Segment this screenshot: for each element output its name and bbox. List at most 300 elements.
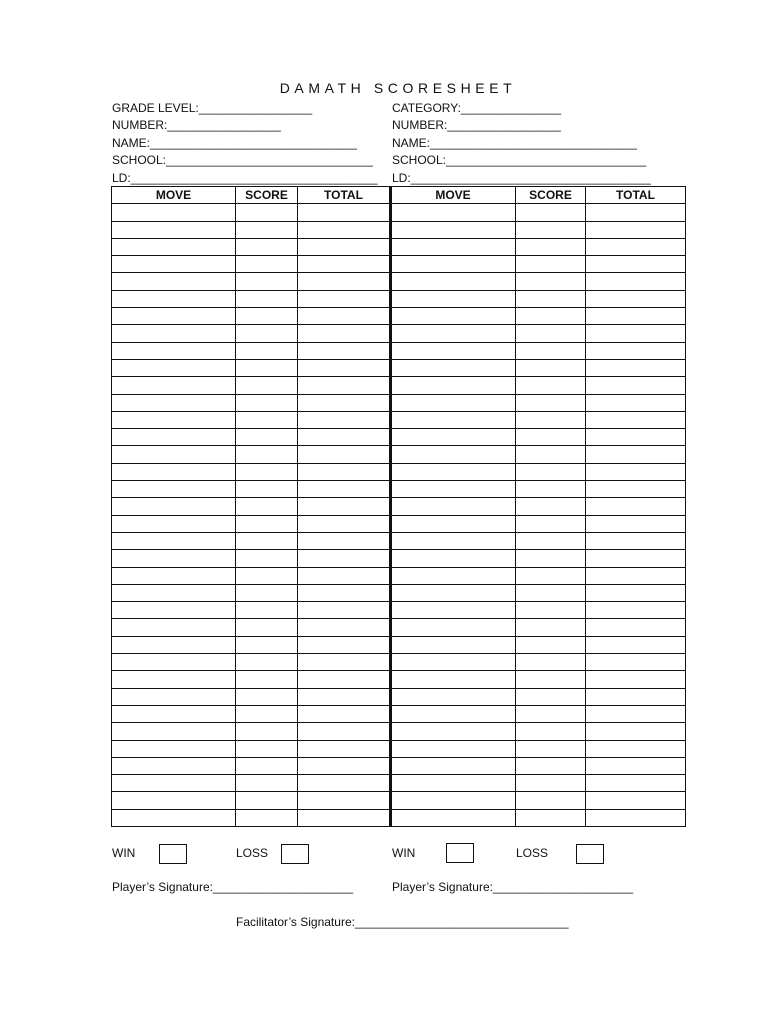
total-cell[interactable]: [298, 550, 391, 567]
score-cell[interactable]: [236, 515, 298, 532]
score-cell[interactable]: [516, 377, 586, 394]
move-cell[interactable]: [112, 308, 236, 325]
score-cell[interactable]: [516, 567, 586, 584]
move-cell[interactable]: [391, 290, 516, 307]
total-cell[interactable]: [586, 515, 686, 532]
move-cell[interactable]: [391, 498, 516, 515]
table-row: [391, 377, 686, 394]
total-cell[interactable]: [586, 463, 686, 480]
score-cell[interactable]: [236, 550, 298, 567]
move-cell[interactable]: [112, 290, 236, 307]
score-cell[interactable]: [516, 463, 586, 480]
name-field-right[interactable]: NAME:_______________________________: [392, 136, 637, 150]
move-cell[interactable]: [112, 567, 236, 584]
table-row: [112, 325, 391, 342]
total-cell[interactable]: [586, 273, 686, 290]
score-cell[interactable]: [236, 463, 298, 480]
move-cell[interactable]: [391, 411, 516, 428]
total-cell[interactable]: [586, 671, 686, 688]
score-cell[interactable]: [236, 602, 298, 619]
page-title: DAMATH SCORESHEET: [279, 80, 517, 96]
score-cell[interactable]: [236, 221, 298, 238]
table-row: [112, 308, 391, 325]
total-cell[interactable]: [586, 290, 686, 307]
move-cell[interactable]: [112, 775, 236, 792]
score-cell[interactable]: [236, 256, 298, 273]
score-cell[interactable]: [516, 584, 586, 601]
total-cell[interactable]: [586, 792, 686, 809]
score-cell[interactable]: [516, 757, 586, 774]
move-cell[interactable]: [112, 238, 236, 255]
score-cell[interactable]: [516, 221, 586, 238]
move-cell[interactable]: [112, 377, 236, 394]
table-row: [391, 359, 686, 376]
table-row: [391, 411, 686, 428]
score-cell[interactable]: [236, 238, 298, 255]
total-cell[interactable]: [298, 290, 391, 307]
total-cell[interactable]: [586, 550, 686, 567]
table-row: [112, 671, 391, 688]
score-cell[interactable]: [516, 238, 586, 255]
table-row: [391, 688, 686, 705]
table-row: [112, 463, 391, 480]
total-cell[interactable]: [298, 359, 391, 376]
move-cell[interactable]: [391, 481, 516, 498]
win-label-left: WIN: [112, 846, 136, 860]
table-row: [391, 567, 686, 584]
table-row: [112, 290, 391, 307]
total-cell[interactable]: [298, 377, 391, 394]
score-cell[interactable]: [236, 377, 298, 394]
total-cell[interactable]: [586, 308, 686, 325]
total-cell[interactable]: [298, 308, 391, 325]
table-row: [112, 429, 391, 446]
score-table-left: [111, 186, 392, 827]
score-cell[interactable]: [236, 290, 298, 307]
score-cell[interactable]: [236, 688, 298, 705]
score-cell[interactable]: [516, 308, 586, 325]
column-header-move: MOVE: [112, 187, 236, 204]
move-cell[interactable]: [112, 342, 236, 359]
total-cell[interactable]: [586, 654, 686, 671]
score-cell[interactable]: [516, 532, 586, 549]
move-cell[interactable]: [391, 705, 516, 722]
total-cell[interactable]: [586, 619, 686, 636]
total-cell[interactable]: [298, 636, 391, 653]
move-cell[interactable]: [391, 515, 516, 532]
table-row: [112, 584, 391, 601]
move-cell[interactable]: [112, 688, 236, 705]
table-row: [391, 654, 686, 671]
move-cell[interactable]: [112, 636, 236, 653]
total-cell[interactable]: [298, 757, 391, 774]
table-row: [391, 429, 686, 446]
move-cell[interactable]: [112, 446, 236, 463]
move-cell[interactable]: [112, 359, 236, 376]
score-cell[interactable]: [236, 532, 298, 549]
loss-label-left: LOSS: [236, 846, 269, 860]
total-cell[interactable]: [586, 705, 686, 722]
win-checkbox-right[interactable]: [446, 843, 474, 863]
move-cell[interactable]: [112, 429, 236, 446]
total-cell[interactable]: [298, 654, 391, 671]
score-cell[interactable]: [236, 654, 298, 671]
score-cell[interactable]: [516, 273, 586, 290]
total-cell[interactable]: [586, 481, 686, 498]
move-cell[interactable]: [112, 532, 236, 549]
column-header-total: TOTAL: [298, 187, 391, 204]
total-cell[interactable]: [586, 567, 686, 584]
total-cell[interactable]: [586, 584, 686, 601]
score-cell[interactable]: [516, 446, 586, 463]
move-cell[interactable]: [391, 532, 516, 549]
score-cell[interactable]: [236, 723, 298, 740]
total-cell[interactable]: [298, 342, 391, 359]
total-cell[interactable]: [298, 481, 391, 498]
total-cell[interactable]: [586, 532, 686, 549]
move-cell[interactable]: [391, 342, 516, 359]
table-row: [391, 809, 686, 826]
score-cell[interactable]: [236, 584, 298, 601]
total-cell[interactable]: [586, 688, 686, 705]
table-row: [391, 602, 686, 619]
score-cell[interactable]: [516, 705, 586, 722]
table-row: [112, 515, 391, 532]
move-cell[interactable]: [391, 619, 516, 636]
player-signature-left[interactable]: Player’s Signature:_____________________: [112, 880, 354, 894]
table-row: [112, 238, 391, 255]
score-cell[interactable]: [236, 481, 298, 498]
total-cell[interactable]: [586, 411, 686, 428]
move-cell[interactable]: [112, 273, 236, 290]
move-cell[interactable]: [112, 723, 236, 740]
total-cell[interactable]: [586, 723, 686, 740]
score-cell[interactable]: [516, 256, 586, 273]
score-cell[interactable]: [236, 308, 298, 325]
score-cell[interactable]: [516, 602, 586, 619]
loss-checkbox-left[interactable]: [281, 844, 309, 864]
total-cell[interactable]: [298, 567, 391, 584]
score-cell[interactable]: [516, 809, 586, 826]
total-cell[interactable]: [298, 446, 391, 463]
total-cell[interactable]: [298, 273, 391, 290]
table-row: [391, 515, 686, 532]
total-cell[interactable]: [298, 238, 391, 255]
total-cell[interactable]: [298, 204, 391, 221]
category-field[interactable]: CATEGORY:_______________: [392, 101, 562, 115]
move-cell[interactable]: [112, 602, 236, 619]
table-row: [112, 256, 391, 273]
table-row: [112, 532, 391, 549]
total-cell[interactable]: [298, 775, 391, 792]
table-row: [391, 308, 686, 325]
move-cell[interactable]: [112, 809, 236, 826]
move-cell[interactable]: [391, 602, 516, 619]
table-row: [391, 532, 686, 549]
move-cell[interactable]: [112, 671, 236, 688]
table-row: [112, 757, 391, 774]
total-cell[interactable]: [298, 792, 391, 809]
table-row: [112, 342, 391, 359]
score-cell[interactable]: [516, 671, 586, 688]
move-cell[interactable]: [391, 636, 516, 653]
school-field-left[interactable]: SCHOOL:_______________________________: [112, 153, 373, 167]
table-row: [112, 705, 391, 722]
total-cell[interactable]: [586, 775, 686, 792]
score-cell[interactable]: [516, 359, 586, 376]
move-cell[interactable]: [391, 757, 516, 774]
move-cell[interactable]: [391, 688, 516, 705]
move-cell[interactable]: [112, 584, 236, 601]
move-cell[interactable]: [112, 204, 236, 221]
score-cell[interactable]: [236, 394, 298, 411]
total-cell[interactable]: [586, 238, 686, 255]
total-cell[interactable]: [586, 221, 686, 238]
table-row: [112, 498, 391, 515]
move-cell[interactable]: [112, 792, 236, 809]
score-cell[interactable]: [236, 775, 298, 792]
move-cell[interactable]: [391, 792, 516, 809]
total-cell[interactable]: [586, 446, 686, 463]
total-cell[interactable]: [298, 705, 391, 722]
move-cell[interactable]: [112, 498, 236, 515]
move-cell[interactable]: [391, 359, 516, 376]
number-field-left[interactable]: NUMBER:_________________: [112, 118, 281, 132]
total-cell[interactable]: [586, 377, 686, 394]
table-row: [391, 394, 686, 411]
table-row: [391, 550, 686, 567]
table-row: [112, 688, 391, 705]
ld-field-left[interactable]: LD:_____________________________________: [112, 171, 378, 185]
move-cell[interactable]: [391, 238, 516, 255]
table-row: [112, 602, 391, 619]
score-cell[interactable]: [236, 498, 298, 515]
table-row: [391, 671, 686, 688]
table-row: [391, 204, 686, 221]
table-row: [391, 775, 686, 792]
score-cell[interactable]: [236, 411, 298, 428]
move-cell[interactable]: [112, 705, 236, 722]
score-cell[interactable]: [236, 567, 298, 584]
score-cell[interactable]: [236, 636, 298, 653]
score-cell[interactable]: [236, 705, 298, 722]
table-row: [391, 446, 686, 463]
move-cell[interactable]: [391, 809, 516, 826]
move-cell[interactable]: [391, 463, 516, 480]
total-cell[interactable]: [298, 809, 391, 826]
table-header-row: [112, 187, 391, 204]
win-checkbox-left[interactable]: [159, 844, 187, 864]
score-cell[interactable]: [236, 359, 298, 376]
total-cell[interactable]: [298, 619, 391, 636]
score-cell[interactable]: [236, 809, 298, 826]
move-cell[interactable]: [391, 204, 516, 221]
score-cell[interactable]: [516, 481, 586, 498]
score-cell[interactable]: [236, 671, 298, 688]
move-cell[interactable]: [391, 775, 516, 792]
total-cell[interactable]: [586, 359, 686, 376]
move-cell[interactable]: [391, 273, 516, 290]
move-cell[interactable]: [112, 394, 236, 411]
table-row: [112, 567, 391, 584]
move-cell[interactable]: [391, 394, 516, 411]
table-row: [391, 792, 686, 809]
move-cell[interactable]: [391, 325, 516, 342]
table-row: [391, 256, 686, 273]
score-cell[interactable]: [236, 619, 298, 636]
name-field-left[interactable]: NAME:_______________________________: [112, 136, 357, 150]
score-cell[interactable]: [236, 757, 298, 774]
move-cell[interactable]: [391, 550, 516, 567]
table-row: [391, 498, 686, 515]
move-cell[interactable]: [112, 481, 236, 498]
move-cell[interactable]: [391, 740, 516, 757]
move-cell[interactable]: [112, 411, 236, 428]
total-cell[interactable]: [586, 325, 686, 342]
table-row: [112, 550, 391, 567]
score-cell[interactable]: [236, 429, 298, 446]
move-cell[interactable]: [112, 325, 236, 342]
total-cell[interactable]: [586, 498, 686, 515]
total-cell[interactable]: [586, 757, 686, 774]
table-row: [391, 221, 686, 238]
table-row: [391, 325, 686, 342]
score-cell[interactable]: [236, 740, 298, 757]
move-cell[interactable]: [391, 654, 516, 671]
score-cell[interactable]: [516, 619, 586, 636]
total-cell[interactable]: [586, 342, 686, 359]
number-field-right[interactable]: NUMBER:_________________: [392, 118, 561, 132]
total-cell[interactable]: [298, 411, 391, 428]
total-cell[interactable]: [586, 429, 686, 446]
total-cell[interactable]: [298, 723, 391, 740]
score-cell[interactable]: [516, 688, 586, 705]
facilitator-signature[interactable]: Facilitator’s Signature:________________________________: [236, 915, 569, 929]
total-cell[interactable]: [298, 325, 391, 342]
move-cell[interactable]: [112, 550, 236, 567]
move-cell[interactable]: [112, 757, 236, 774]
total-cell[interactable]: [586, 394, 686, 411]
score-cell[interactable]: [236, 325, 298, 342]
score-cell[interactable]: [236, 273, 298, 290]
score-cell[interactable]: [516, 550, 586, 567]
move-cell[interactable]: [391, 429, 516, 446]
school-field-right[interactable]: SCHOOL:______________________________: [392, 153, 647, 167]
total-cell[interactable]: [298, 532, 391, 549]
score-cell[interactable]: [516, 429, 586, 446]
score-cell[interactable]: [236, 204, 298, 221]
move-cell[interactable]: [112, 654, 236, 671]
total-cell[interactable]: [298, 394, 391, 411]
score-cell[interactable]: [236, 446, 298, 463]
score-cell[interactable]: [516, 515, 586, 532]
score-cell[interactable]: [516, 654, 586, 671]
total-cell[interactable]: [298, 498, 391, 515]
column-header-move: MOVE: [391, 187, 516, 204]
loss-checkbox-right[interactable]: [576, 844, 604, 864]
table-row: [112, 377, 391, 394]
total-cell[interactable]: [298, 602, 391, 619]
loss-label-right: LOSS: [516, 846, 549, 860]
grade-level-field[interactable]: GRADE LEVEL:_________________: [112, 101, 313, 115]
table-row: [112, 775, 391, 792]
total-cell[interactable]: [298, 256, 391, 273]
table-row: [112, 273, 391, 290]
table-row: [391, 705, 686, 722]
score-cell[interactable]: [516, 792, 586, 809]
score-cell[interactable]: [516, 411, 586, 428]
score-cell[interactable]: [516, 204, 586, 221]
table-row: [112, 723, 391, 740]
move-cell[interactable]: [391, 377, 516, 394]
total-cell[interactable]: [298, 221, 391, 238]
total-cell[interactable]: [586, 204, 686, 221]
score-cell[interactable]: [516, 290, 586, 307]
move-cell[interactable]: [391, 256, 516, 273]
score-cell[interactable]: [516, 723, 586, 740]
move-cell[interactable]: [391, 671, 516, 688]
score-cell[interactable]: [236, 792, 298, 809]
column-header-total: TOTAL: [586, 187, 686, 204]
move-cell[interactable]: [112, 221, 236, 238]
move-cell[interactable]: [112, 515, 236, 532]
ld-field-right[interactable]: LD:____________________________________: [392, 171, 651, 185]
column-header-score: SCORE: [516, 187, 586, 204]
total-cell[interactable]: [298, 515, 391, 532]
move-cell[interactable]: [391, 308, 516, 325]
score-cell[interactable]: [516, 342, 586, 359]
total-cell[interactable]: [586, 740, 686, 757]
move-cell[interactable]: [391, 446, 516, 463]
score-cell[interactable]: [516, 325, 586, 342]
total-cell[interactable]: [298, 740, 391, 757]
total-cell[interactable]: [586, 636, 686, 653]
total-cell[interactable]: [586, 809, 686, 826]
move-cell[interactable]: [391, 723, 516, 740]
score-cell[interactable]: [236, 342, 298, 359]
table-row: [391, 636, 686, 653]
total-cell[interactable]: [298, 429, 391, 446]
score-cell[interactable]: [516, 498, 586, 515]
table-row: [391, 481, 686, 498]
move-cell[interactable]: [391, 221, 516, 238]
table-row: [391, 740, 686, 757]
score-cell[interactable]: [516, 394, 586, 411]
total-cell[interactable]: [298, 671, 391, 688]
total-cell[interactable]: [298, 463, 391, 480]
move-cell[interactable]: [112, 619, 236, 636]
player-signature-right[interactable]: Player’s Signature:_____________________: [392, 880, 634, 894]
table-row: [391, 273, 686, 290]
total-cell[interactable]: [298, 688, 391, 705]
score-table-right: [390, 186, 686, 827]
table-row: [112, 446, 391, 463]
total-cell[interactable]: [586, 602, 686, 619]
move-cell[interactable]: [391, 584, 516, 601]
table-row: [112, 394, 391, 411]
score-cell[interactable]: [516, 775, 586, 792]
move-cell[interactable]: [112, 256, 236, 273]
move-cell[interactable]: [112, 463, 236, 480]
column-header-score: SCORE: [236, 187, 298, 204]
move-cell[interactable]: [112, 740, 236, 757]
move-cell[interactable]: [391, 567, 516, 584]
score-cell[interactable]: [516, 740, 586, 757]
total-cell[interactable]: [586, 256, 686, 273]
total-cell[interactable]: [298, 584, 391, 601]
score-cell[interactable]: [516, 636, 586, 653]
table-row: [391, 723, 686, 740]
